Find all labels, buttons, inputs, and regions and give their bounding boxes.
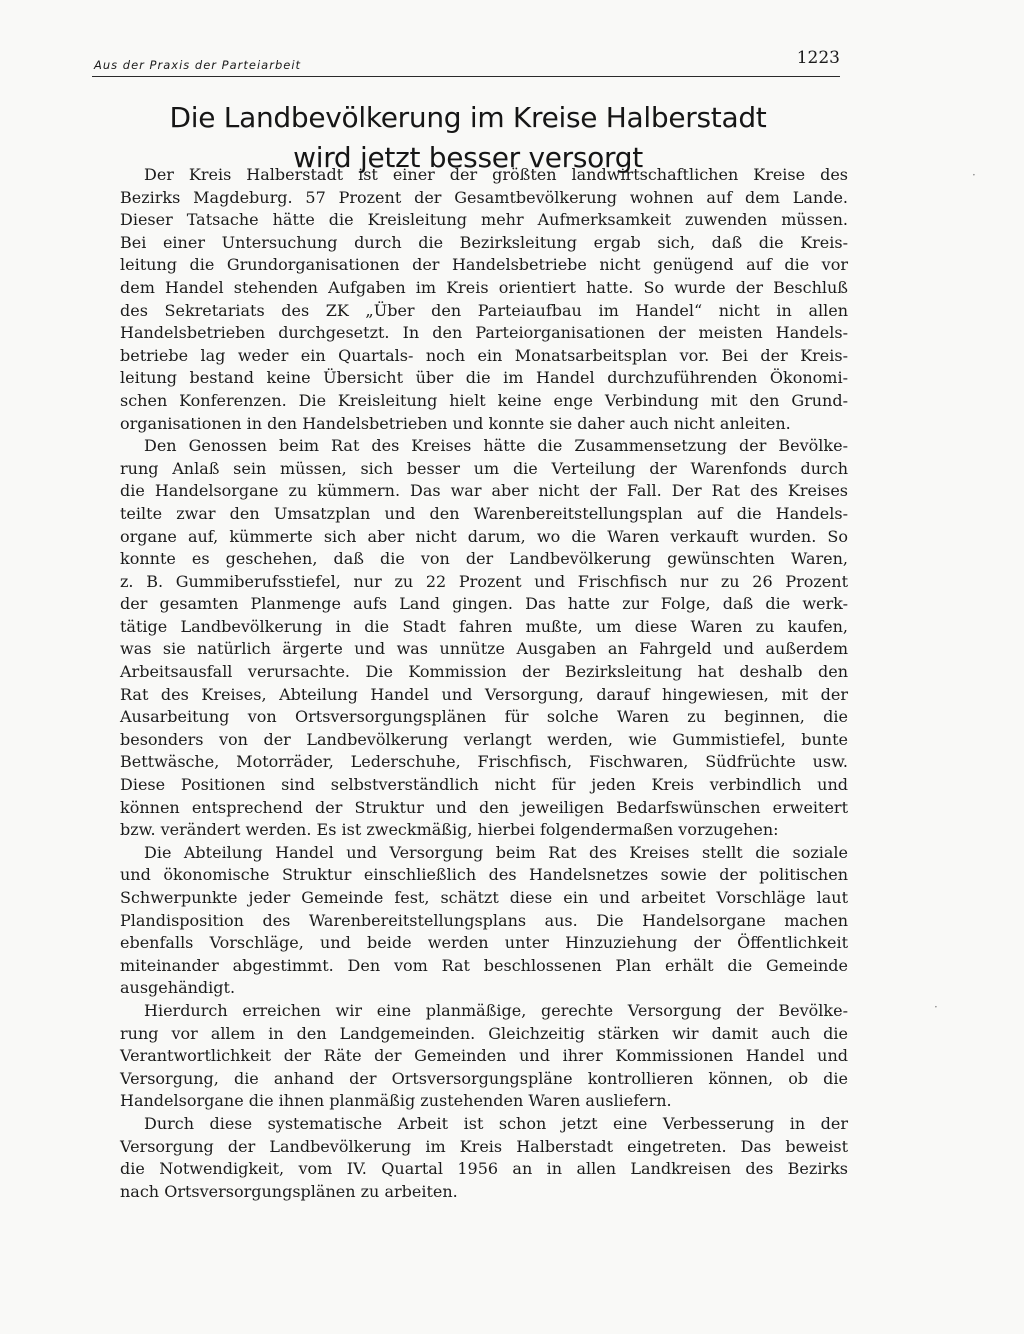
text-line: Der Kreis Halberstadt ist einer der größten landwirtschaftlichen Kreise des [144, 165, 848, 184]
text-line: Rat des Kreises, Abteilung Handel und Versorgung, darauf hingewiesen, mit der [120, 684, 848, 704]
text-line: rung Anlaß sein müssen, sich besser um die Verteilung der Warenfonds durch [120, 458, 848, 478]
text-line: organisationen in den Handelsbetrieben und konnte sie daher auch nicht anleiten. [120, 413, 791, 433]
text-line: dem Handel stehenden Aufgaben im Kreis orientiert hatte. So wurde der Beschluß [120, 277, 848, 297]
text-line: z. B. Gummiberufsstiefel, nur zu 22 Prozent und Frischfisch nur zu 26 Prozent [120, 571, 848, 591]
paragraph [120, 1113, 848, 1203]
text-line: die Handelsorgane zu kümmern. Das war aber nicht der Fall. Der Rat des Kreises [120, 481, 848, 501]
text-line: Bei einer Untersuchung durch die Bezirksleitung ergab sich, daß die Kreis- [120, 232, 848, 252]
text-line: Diese Positionen sind selbstverständlich nicht für jeden Kreis verbindlich und [120, 775, 848, 795]
text-line: organe auf, kümmerte sich aber nicht darum, wo die Waren verkauft wurden. So [120, 526, 848, 546]
text-line: rung vor allem in den Landgemeinden. Gleichzeitig stärken wir damit auch die [120, 1023, 848, 1043]
scan-speck: · [972, 168, 976, 182]
text-line: bzw. verändert werden. Es ist zweckmäßig, hierbei folgendermaßen vorzugehen: [120, 820, 779, 840]
text-line: Plandisposition des Warenbereitstellungsplans aus. Die Handelsorgane machen [120, 910, 848, 930]
text-line: miteinander abgestimmt. Den vom Rat beschlossenen Plan erhält die Gemeinde [120, 955, 848, 975]
paragraph [120, 842, 848, 1000]
text-line: teilte zwar den Umsatzplan und den Warenbereitstellungsplan auf die Handels- [120, 503, 848, 523]
text-line: was sie natürlich ärgerte und was unnütze Ausgaben an Fahrgeld und außerdem [120, 639, 848, 659]
scan-speck: · [934, 1000, 938, 1014]
text-line: konnte es geschehen, daß die von der Landbevölkerung gewünschten Waren, [120, 549, 848, 569]
text-line: Verantwortlichkeit der Räte der Gemeinden und ihrer Kommissionen Handel und [120, 1046, 848, 1066]
running-header [92, 48, 840, 77]
paragraph [120, 435, 848, 842]
article-body [120, 164, 848, 1203]
text-line: leitung bestand keine Übersicht über die im Handel durchzuführenden Ökonomi- [120, 368, 848, 388]
text-line: besonders von der Landbevölkerung verlangt werden, wie Gummistiefel, bunte [120, 729, 848, 749]
text-line: Dieser Tatsache hätte die Kreisleitung mehr Aufmerksamkeit zuwenden müssen. [120, 210, 848, 230]
text-line: ebenfalls Vorschläge, und beide werden unter Hinzuziehung der Öffentlichkeit [120, 933, 848, 953]
text-line: können entsprechend der Struktur und den jeweiligen Bedarfswünschen erweitert [120, 797, 848, 817]
text-line: Handelsbetrieben durchgesetzt. In den Parteiorganisationen der meisten Handels- [120, 323, 848, 343]
text-line: leitung die Grundorganisationen der Handelsbetriebe nicht genügend auf die vor [120, 255, 848, 275]
text-line: der gesamten Planmenge aufs Land gingen. Das hatte zur Folge, daß die werk- [120, 594, 848, 614]
text-line: die Notwendigkeit, vom IV. Quartal 1956 an in allen Landkreisen des Bezirks [120, 1159, 848, 1179]
article-title-line: Die Landbevölkerung im Kreise Halberstadt [169, 101, 767, 134]
text-line: schen Konferenzen. Die Kreisleitung hielt keine enge Verbindung mit den Grund- [120, 390, 848, 410]
paragraph [120, 1000, 848, 1113]
page-number: 1223 [796, 48, 840, 68]
text-line: Arbeitsausfall verursachte. Die Kommission der Bezirksleitung hat deshalb den [120, 662, 848, 682]
text-line: Durch diese systematische Arbeit ist schon jetzt eine Verbesserung in der [144, 1113, 848, 1133]
section-title: Aus der Praxis der Parteiarbeit [94, 58, 302, 72]
text-line: Handelsorgane die ihnen planmäßig zustehenden Waren ausliefern. [120, 1091, 672, 1111]
text-line: Schwerpunkte jeder Gemeinde fest, schätzt diese ein und arbeitet Vorschläge laut [120, 888, 848, 907]
text-line: nach Ortsversorgungsplänen zu arbeiten. [120, 1181, 458, 1201]
text-line: Hierdurch erreichen wir eine planmäßige, gerechte Versorgung der Bevölke- [144, 1000, 848, 1020]
paragraph [120, 164, 848, 435]
text-line: des Sekretariats des ZK „Über den Parteiaufbau im Handel“ nicht in allen [120, 300, 848, 320]
text-line: Den Genossen beim Rat des Kreises hätte die Zusammensetzung der Bevölke- [144, 436, 848, 456]
text-line: tätige Landbevölkerung in die Stadt fahren mußte, um diese Waren zu kaufen, [120, 616, 848, 636]
text-line: Versorgung, die anhand der Ortsversorgungspläne kontrollieren können, ob die [120, 1068, 848, 1088]
text-line: ausgehändigt. [120, 978, 236, 998]
text-line: und ökonomische Struktur einschließlich des Handelsnetzes sowie der politischen [120, 865, 848, 885]
text-line: Versorgung der Landbevölkerung im Kreis Halberstadt eingetreten. Das beweist [120, 1136, 848, 1156]
text-line: Bezirks Magdeburg. 57 Prozent der Gesamtbevölkerung wohnen auf dem Lande. [120, 187, 848, 207]
text-line: betriebe lag weder ein Quartals- noch ein Monatsarbeitsplan vor. Bei der Kreis- [120, 345, 848, 365]
text-line: Bettwäsche, Motorräder, Lederschuhe, Frischfisch, Fischwaren, Südfrüchte usw. [120, 752, 848, 772]
text-line: Ausarbeitung von Ortsversorgungsplänen für solche Waren zu beginnen, die [120, 707, 848, 727]
text-line: Die Abteilung Handel und Versorgung beim Rat des Kreises stellt die soziale [144, 842, 848, 862]
article-title-line: wird jetzt besser versorgt [293, 141, 643, 174]
